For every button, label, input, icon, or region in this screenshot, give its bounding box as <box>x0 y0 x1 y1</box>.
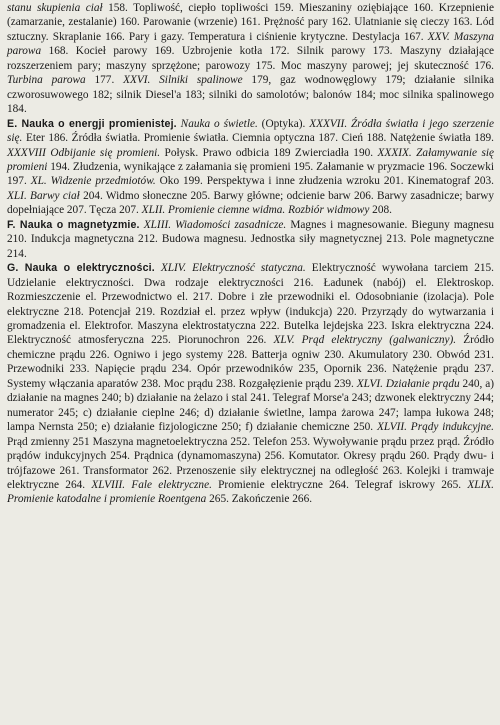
chapter-title: XLIX. Promienie katodalne i promienie Roentgena <box>7 478 494 506</box>
chapter-title: XLVI. Działanie prądu <box>356 377 460 390</box>
chapter-title: stanu skupienia ciał <box>7 2 103 14</box>
paragraph-electricity <box>7 261 494 507</box>
body-text: 240, a) działanie na magnes 240; b) działanie na żelazo i stal 241. Telegraf Morse'a 243; dzwonek elektryczny 244; numerator 245; c) działanie cieplne 246; d) działanie świetlne, lampa żarowa 247; lampa łukowa 248; lampa Nernsta 250; e) działanie fizjologiczne 250; f) działanie chemiczne 250. <box>7 377 494 434</box>
chapter-title: XLVIII. Fale elektryczne. <box>91 478 212 491</box>
paragraph-magnetism <box>7 218 494 261</box>
body-text: 265. Zakończenie 266. <box>206 493 313 506</box>
chapter-title: XXXVIII Odbijanie się promieni. <box>7 146 161 159</box>
paragraph-heat-engines <box>7 1 494 117</box>
body-text: (Optyka). <box>257 117 310 130</box>
chapter-title: XLIII. Wiadomości zasadnicze. <box>143 218 287 231</box>
chapter-title: XXXIX. Załamywanie się promieni <box>7 146 494 173</box>
section-heading: G. Nauka o elektryczności. <box>7 262 155 275</box>
chapter-title: XLVII. Prądy indukcyjne. <box>376 421 494 434</box>
body-text: Eter 186. Źródła światła. Promienie światła. Ciemnia optyczna 187. Cień 188. Natężenie światła 189. <box>22 132 494 145</box>
chapter-title: XXV. Maszyna parowa <box>7 30 494 58</box>
chapter-title: XLII. Promienie ciemne widma. Rozbiór widmowy <box>141 204 370 217</box>
chapter-title: XLIV. Elektryczność statyczna. <box>160 262 306 275</box>
chapter-title: XXXVII. Źródła światła i jego szerzenie się. <box>7 117 494 145</box>
body-text: 168. Kocieł parowy 169. Uzbrojenie kotła 172. Silnik parowy 173. Maszyny działające rozszerzeniem pary; maszyny sprzężone; parowozy 175. Moc maszyny parowej; jej skuteczność 176. <box>7 45 494 72</box>
body-text: Prąd zmienny 251 Maszyna magnetoelektryczna 252. Telefon 253. Wywoływanie prądu przez prąd. Źródło prądów indukcyjnych 254. Prądnica (dynamomaszyna) 256. Komutator. Okresy prądu 260. Prądy dwu- i trójfazowe 261. Transformator 262. Przenoszenie siły elektrycznej na odległość 263. Kolejki i tramwaje elektryczne 264. <box>7 435 494 491</box>
section-heading: E. Nauka o energji promienistej. <box>7 117 177 130</box>
body-text: 204. Widmo słoneczne 205. Barwy główne; odcienie barw 206. Barwy zasadnicze; barwy dopełniające 207. Tęcza 207. <box>7 189 495 217</box>
body-text: Elektryczność wywołana tarciem 215. Udzielanie elektryczności. Dwa rodzaje elektryczności 216. Ładunek (nabój) el. Elektroskop. Rozmieszczenie el. Przewodnictwo el. 217. Dobre i złe przewodniki el. Odosobnianie (izolacja). Pole elektryczne 218. Potencjał 219. Rozdział el. przez wpływ (indukcja) 220. Przyrządy do wytwarzania i gromadzenia el. Elektrofor. Maszyna elektrostatyczna 222. Butelka lejdejska 223. Iskra elektryczna 224. Elektryczność atmosferyczna 225. Piorunochron 226. <box>7 262 494 347</box>
body-text: 179, gaz wodnowęglowy 179; działanie silnika czworosuwowego 182; silnik Diesel'a 183; silniki do samolotów; balonów 184; moc silnika spalinowego 184. <box>7 74 495 116</box>
body-text: 177. <box>85 74 124 87</box>
body-text: Magnes i magnesowanie. Bieguny magnesu 210. Indukcja magnetyczna 212. Budowa magnesu. Jednostka siły magnetycznej 213. Pole magnetyczne 214. <box>7 218 494 260</box>
body-text: 158. Topliwość, ciepło topliwości 159. Mieszaniny oziębiające 160. Krzepnienie (zamarzanie, zestalanie) 160. Parowanie (wrzenie) 161. Prężność pary 162. Ulatnianie się cieczy 163. Lód sztuczny. Skraplanie 166. Pary i gazy. Temperatura i ciśnienie krytyczne. Destylacja 167. <box>7 2 494 43</box>
body-text: Źródło chemiczne prądu 226. Ogniwo i jego systemy 228. Batterja ogniw 230. Akumulatory 230. Obwód 231. Przewodniki 233. Napięcie prądu 234. Opór przewodników 235, Opornik 236. Natężenie prądu 237. Systemy włączania aparatów 238. Moc prądu 238. Rozgałęzienie prądu 239. <box>7 334 494 390</box>
chapter-title: XLV. Prąd elektryczny (galwaniczny). <box>273 334 457 347</box>
section-heading: F. Nauka o magnetyzmie. <box>7 218 140 231</box>
paragraph-optics <box>7 117 494 218</box>
chapter-title: XLI. Barwy ciał <box>7 189 80 202</box>
body-text: 194. Złudzenia, wynikające z załamania się promieni 195. Załamanie w pryzmacie 196. Soczewki 197. <box>7 160 494 188</box>
body-text: 208. <box>369 204 392 217</box>
chapter-title: Nauka o świetle. <box>180 117 258 130</box>
chapter-title: XL. Widzenie przedmiotów. <box>30 175 156 188</box>
body-text: Promienie elektryczne 264. Telegraf iskrowy 265. <box>211 478 468 491</box>
body-text: Połysk. Prawo odbicia 189 Zwierciadła 190. <box>160 146 378 159</box>
chapter-title: Turbina parowa <box>7 74 86 87</box>
body-text: Oko 199. Perspektywa i inne złudzenia wzroku 201. Kinematograf 203. <box>155 175 494 188</box>
chapter-title: XXVI. Silniki spalinowe <box>123 74 243 87</box>
